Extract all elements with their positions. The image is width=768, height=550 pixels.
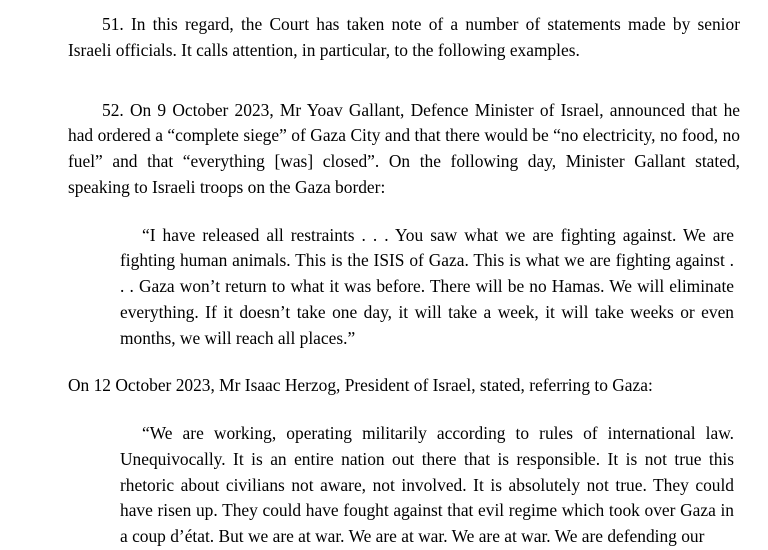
quote-spacer-bottom: [68, 351, 740, 373]
paragraph-52: 52. On 9 October 2023, Mr Yoav Gallant, Defence Minister of Israel, announced that he had ordered a “complete siege” of Gaza City and that there would be “no electricity, no food, no fuel” and that “everything [was] closed”. On the following day, Minister Gallant stated, speaking to Israeli troops on the Gaza border:: [68, 99, 740, 197]
blockquote-gallant: “I have released all restraints . . . You saw what we are fighting against. We are fighting human animals. This is the ISIS of Gaza. This is what we are fighting against . . . Gaza won’t return to what it was before. There will be no Hamas. We will eliminate everything. If it doesn’t take one day, it will take a week, it will take weeks or even months, we will reach all places.”: [120, 224, 734, 348]
blockquote-herzog: “We are working, operating militarily according to rules of international law. Unequivocally. It is an entire nation out there that is responsible. It is not true this rhetoric about civilians not aware, not involved. It is absolutely not true. They could have risen up. They could have fought against that evil regime which took over Gaza in a coup d’état. But we are at war. We are at war. We are at war. We are defending our: [120, 423, 734, 546]
quote-spacer-herzog: [68, 399, 740, 421]
paragraph-spacer: [68, 64, 740, 98]
paragraph-51: 51. In this regard, the Court has taken note of a number of statements made by senior Israeli officials. It calls attention, in particular, to the following examples.: [68, 14, 740, 60]
quote-spacer-top: [68, 201, 740, 223]
paragraph-herzog-intro: On 12 October 2023, Mr Isaac Herzog, President of Israel, stated, referring to Gaza:: [68, 375, 653, 396]
